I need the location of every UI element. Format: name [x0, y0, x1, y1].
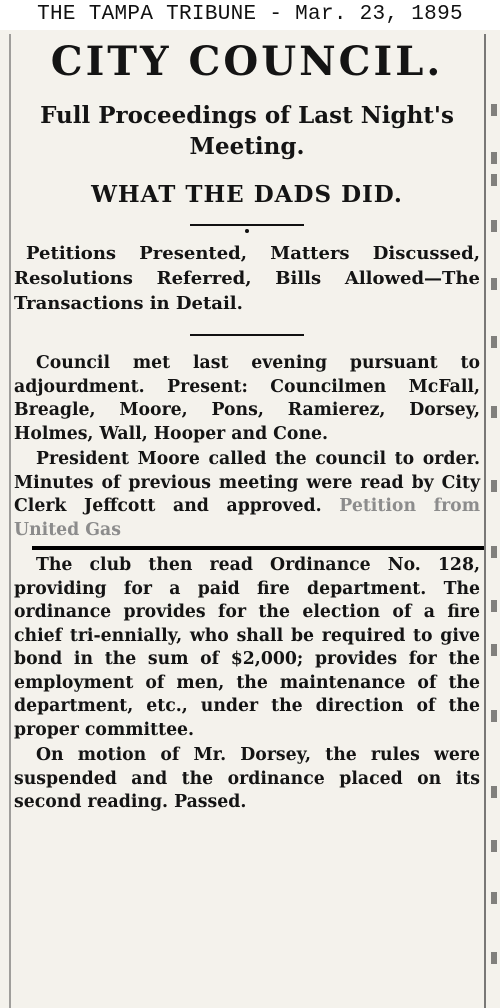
- divider-dot: [245, 229, 249, 233]
- article-subhead-1: Full Proceedings of Last Night's Meeting.: [40, 102, 454, 160]
- column-rule-left: [9, 34, 11, 1008]
- article-deck: Petitions Presented, Matters Discussed, Resolutions Referred, Bills Allowed—The Transactions in Detail.: [14, 243, 480, 314]
- article-column: [14, 32, 480, 815]
- paragraph-attendance: Council met last evening pursuant to adjourdment. Present: Councilmen McFall, Breagle, Moore, Pons, Ramierez, Dorsey, Holmes, Wall, Hooper and Cone.: [14, 353, 480, 444]
- paragraph-call-to-order: [14, 448, 480, 542]
- divider-rule: [190, 224, 304, 226]
- paragraph-motion: On motion of Mr. Dorsey, the rules were suspended and the ordinance placed on its second reading. Passed.: [14, 745, 480, 812]
- adjacent-column-edge: [490, 34, 500, 1008]
- clipping-separator-rule: [32, 546, 484, 550]
- paragraph-call-to-order-text: President Moore called the council to order. Minutes of previous meeting were read by City Clerk Jeffcott and approved.: [14, 449, 480, 516]
- article-subhead-2: WHAT THE DADS DID.: [91, 181, 403, 208]
- masthead: THE TAMPA TRIBUNE - Mar. 23, 1895: [0, 0, 500, 30]
- paragraph-ordinance: The club then read Ordinance No. 128, providing for a paid fire department. The ordinance provides for the election of a fire chief tri-ennially, who shall be required to give bond in the sum of $2,000; provides for the employment of men, the maintenance of the department, etc., under the direction of the proper committee.: [14, 555, 480, 740]
- article-headline: CITY COUNCIL.: [50, 38, 444, 85]
- column-rule-right: [484, 34, 486, 1008]
- divider-rule: [190, 334, 304, 336]
- paragraph-faded-continuation: Petition from United Gas: [14, 496, 480, 540]
